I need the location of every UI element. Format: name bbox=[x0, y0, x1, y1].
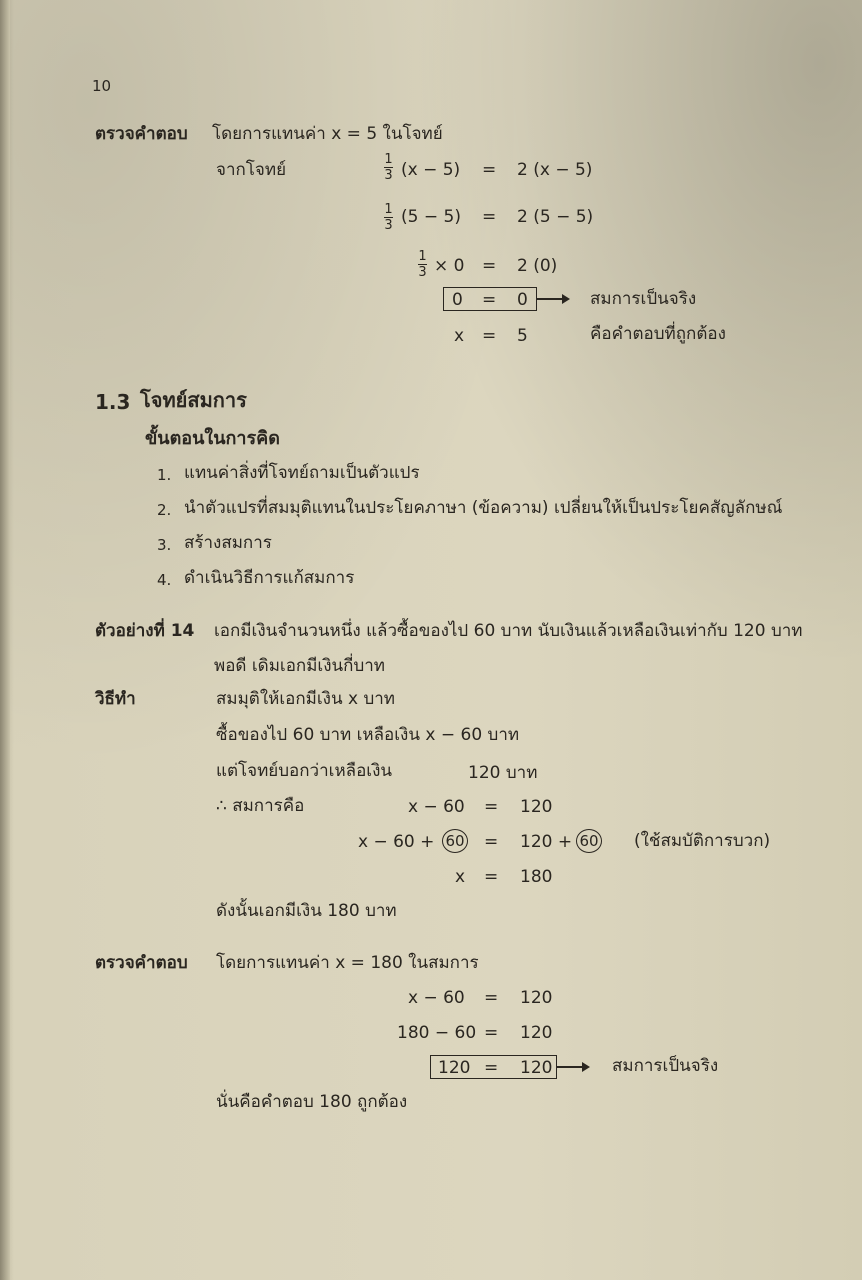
check1-r4-eq: = bbox=[482, 290, 497, 310]
solution-label: วิธีทำ bbox=[95, 689, 136, 709]
check1-r5-eq: = bbox=[482, 326, 497, 346]
eq3-lhs: x bbox=[455, 867, 466, 887]
check2-c1-rhs: 120 bbox=[520, 988, 553, 1008]
eq3-eq: = bbox=[484, 867, 499, 887]
check1-label: ตรวจคำตอบ bbox=[95, 124, 188, 144]
step-number: 2. bbox=[157, 501, 172, 519]
check2-c3-eq: = bbox=[484, 1058, 499, 1078]
page-edge bbox=[0, 0, 10, 1280]
arrow-right-icon bbox=[536, 298, 568, 300]
fraction-one-third: 1 3 bbox=[418, 249, 427, 280]
eq1-lhs: x − 60 bbox=[408, 797, 465, 817]
check2-c2-eq: = bbox=[484, 1023, 499, 1043]
check2-label: ตรวจคำตอบ bbox=[95, 953, 188, 973]
check1-r1-eq: = bbox=[482, 160, 497, 180]
eq2-note: (ใช้สมบัติการบวก) bbox=[634, 831, 771, 851]
eq3-rhs: 180 bbox=[520, 867, 553, 887]
step-text: นำตัวแปรที่สมมุติแทนในประโยคภาษา (ข้อความ) เปลี่ยนให้เป็นประโยคสัญลักษณ์ bbox=[184, 498, 783, 518]
solution-line3-text: แต่โจทย์บอกว่าเหลือเงิน bbox=[216, 761, 393, 781]
section-number: 1.3 bbox=[95, 390, 131, 414]
step-text: สร้างสมการ bbox=[184, 533, 272, 553]
eq2-eq: = bbox=[484, 832, 499, 852]
check1-r5-rhs: 5 bbox=[517, 326, 528, 346]
eq2-rhs: 120 + bbox=[520, 832, 573, 852]
check2-c3-rhs: 120 bbox=[520, 1058, 553, 1078]
check2-c3-note: สมการเป็นจริง bbox=[612, 1056, 719, 1076]
check2-c1-lhs: x − 60 bbox=[408, 988, 465, 1008]
solution-conclusion: ดังนั้นเอกมีเงิน 180 บาท bbox=[216, 901, 397, 921]
page-number: 10 bbox=[92, 77, 112, 95]
solution-therefore: ∴ สมการคือ bbox=[216, 796, 305, 816]
fraction-one-third: 1 3 bbox=[384, 202, 393, 233]
check1-r2-eq: = bbox=[482, 207, 497, 227]
check2-final: นั่นคือคำตอบ 180 ถูกต้อง bbox=[216, 1092, 408, 1112]
check1-r5-lhs: x bbox=[454, 326, 465, 346]
check1-r3-rhs: 2 (0) bbox=[517, 256, 558, 276]
check2-c2-rhs: 120 bbox=[520, 1023, 553, 1043]
check1-r4-lhs: 0 bbox=[452, 290, 463, 310]
step-number: 1. bbox=[157, 466, 172, 484]
check2-c1-eq: = bbox=[484, 988, 499, 1008]
example-line1: เอกมีเงินจำนวนหนึ่ง แล้วซื้อของไป 60 บาท นับเงินแล้วเหลือเงินเท่ากับ 120 บาท bbox=[214, 621, 803, 641]
check1-r3-lhs: × 0 bbox=[434, 256, 465, 276]
eq1-eq: = bbox=[484, 797, 499, 817]
example-label: ตัวอย่างที่ 14 bbox=[95, 621, 195, 641]
solution-line3-value: 120 บาท bbox=[468, 763, 538, 783]
eq2-lhs: x − 60 + bbox=[358, 832, 435, 852]
arrow-right-icon bbox=[556, 1066, 588, 1068]
check1-r5-note: คือคำตอบที่ถูกต้อง bbox=[590, 324, 726, 344]
check2-c2-lhs: 180 − 60 bbox=[397, 1023, 477, 1043]
section-subtitle: ขั้นตอนในการคิด bbox=[145, 428, 280, 449]
section-title: โจทย์สมการ bbox=[140, 388, 247, 412]
check1-r2-lhs: (5 − 5) bbox=[401, 207, 461, 227]
step-number: 3. bbox=[157, 536, 172, 554]
check2-intro: โดยการแทนค่า x = 180 ในสมการ bbox=[216, 953, 479, 973]
fraction-one-third: 1 3 bbox=[384, 152, 393, 183]
check1-intro: โดยการแทนค่า x = 5 ในโจทย์ bbox=[212, 124, 443, 144]
check1-r3-eq: = bbox=[482, 256, 497, 276]
solution-line1: สมมุติให้เอกมีเงิน x บาท bbox=[216, 689, 395, 709]
check1-r4-note: สมการเป็นจริง bbox=[590, 289, 697, 309]
step-number: 4. bbox=[157, 571, 172, 589]
circled-60-left: 60 bbox=[442, 829, 468, 853]
step-text: ดำเนินวิธีการแก้สมการ bbox=[184, 568, 355, 588]
check1-r1-lhs: (x − 5) bbox=[401, 160, 461, 180]
check1-r1-rhs: 2 (x − 5) bbox=[517, 160, 593, 180]
check1-r2-rhs: 2 (5 − 5) bbox=[517, 207, 594, 227]
check2-c3-lhs: 120 bbox=[438, 1058, 471, 1078]
circled-60-right: 60 bbox=[576, 829, 602, 853]
eq1-rhs: 120 bbox=[520, 797, 553, 817]
solution-line2: ซื้อของไป 60 บาท เหลือเงิน x − 60 บาท bbox=[216, 725, 520, 745]
example-line2: พอดี เดิมเอกมีเงินกี่บาท bbox=[214, 656, 386, 676]
step-text: แทนค่าสิ่งที่โจทย์ถามเป็นตัวแปร bbox=[184, 463, 420, 483]
check1-from-problem: จากโจทย์ bbox=[216, 160, 287, 180]
check1-r4-rhs: 0 bbox=[517, 290, 528, 310]
